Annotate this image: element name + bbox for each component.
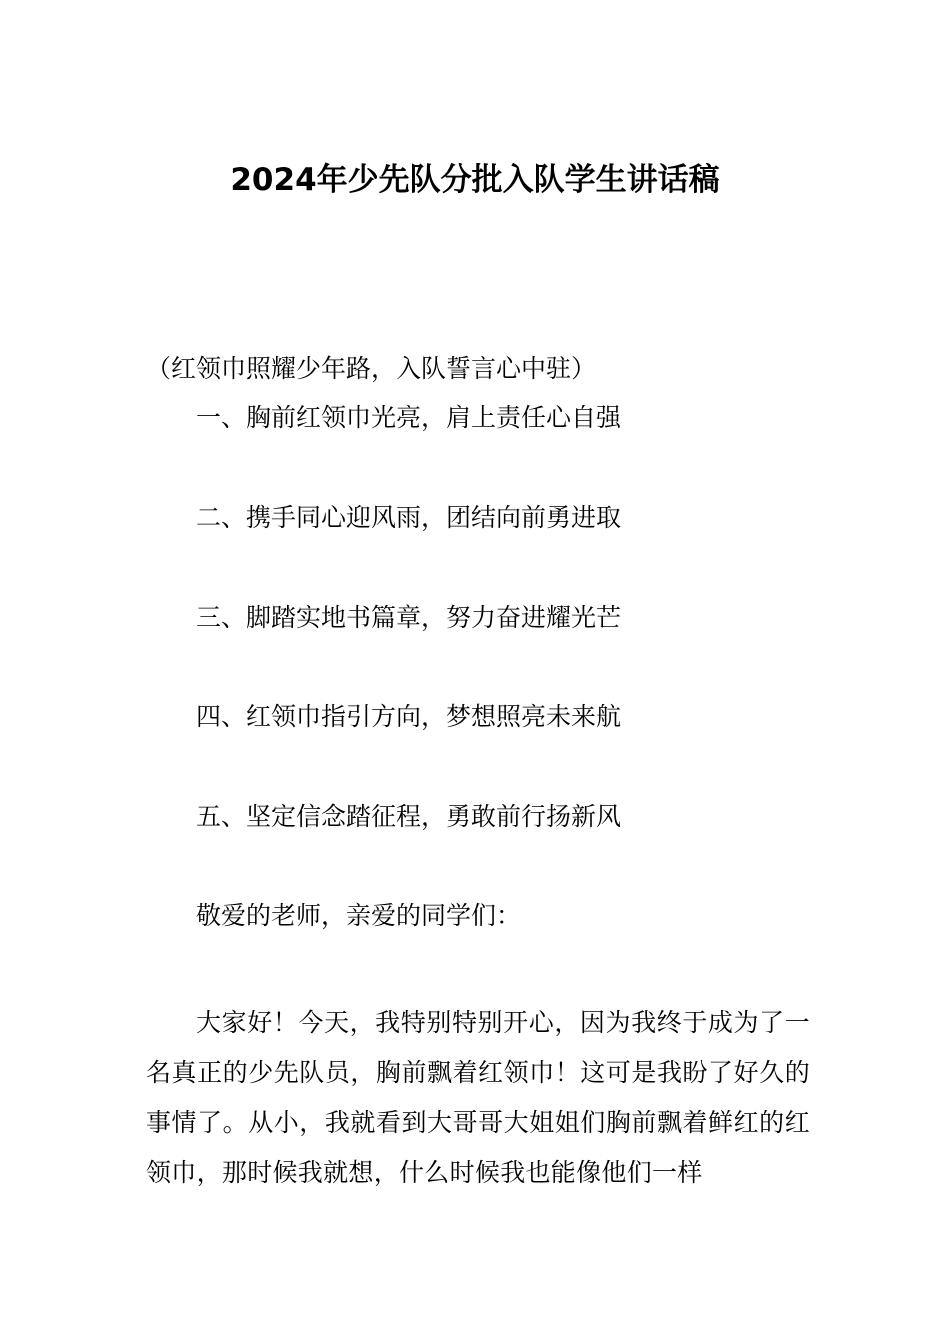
document-subtitle: （红领巾照耀少年路，入队誓言心中驻） [146, 354, 597, 383]
body-paragraph: 大家好！今天，我特别特别开心，因为我终于成为了一名真正的少先队员，胸前飘着红领巾！这可是我盼了好久的事情了。从小，我就看到大哥哥大姐姐们胸前飘着鲜红的红领巾，那时候我就想，什么时候我也能像他们一样 [146, 1008, 810, 1187]
section-heading-3: 三、脚踏实地书篇章，努力奋进耀光芒 [196, 603, 622, 632]
section-heading-5: 五、坚定信念踏征程，勇敢前行扬新风 [196, 802, 622, 831]
greeting-line: 敬爱的老师，亲爱的同学们： [196, 901, 522, 930]
document-title: 2024年少先队分批入队学生讲话稿 [230, 162, 720, 198]
section-heading-4: 四、红领巾指引方向，梦想照亮未来航 [196, 702, 622, 731]
section-heading-1: 一、胸前红领巾光亮，肩上责任心自强 [196, 403, 622, 432]
section-heading-2: 二、携手同心迎风雨，团结向前勇进取 [196, 503, 622, 532]
